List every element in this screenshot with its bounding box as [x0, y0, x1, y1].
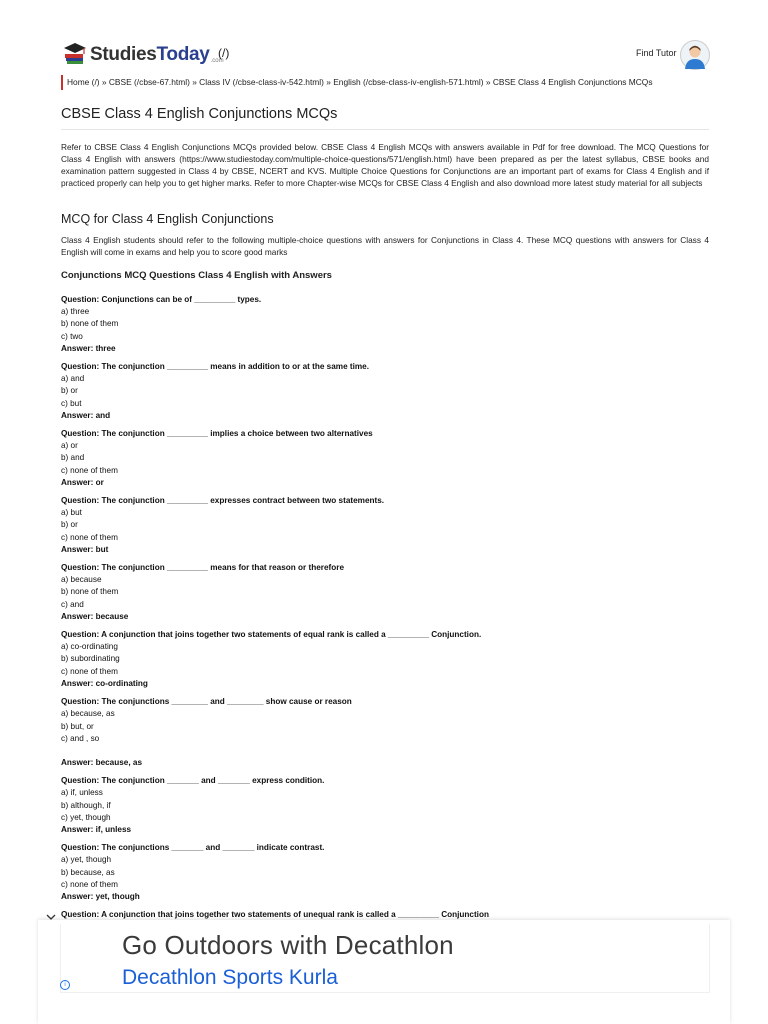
ad-title[interactable]: Go Outdoors with Decathlon — [122, 930, 454, 960]
option-b: b) although, if — [61, 800, 111, 810]
question-item — [61, 495, 709, 556]
question-text: Question: The conjunction _______ and _______ express condition. — [61, 776, 325, 786]
mcq-sub-heading: Conjunctions MCQ Questions Class 4 English with Answers — [61, 270, 332, 281]
option-c: c) none of them — [61, 465, 118, 475]
logo-text-main: Studies — [90, 44, 157, 65]
logo-com: .com — [210, 58, 224, 64]
option-b: b) because, as — [61, 867, 115, 877]
option-b: b) none of them — [61, 319, 119, 329]
option-c: c) and — [61, 599, 84, 609]
option-a: a) or — [61, 441, 78, 451]
question-item — [61, 775, 709, 836]
option-c: c) none of them — [61, 879, 118, 889]
user-avatar-icon[interactable] — [680, 40, 710, 70]
question-text: Question: A conjunction that joins together two statements of equal rank is called a _________ Conjunction. — [61, 630, 482, 640]
question-item — [61, 842, 709, 903]
option-c: c) two — [61, 331, 83, 341]
option-b: b) or — [61, 386, 78, 396]
logo-link-text[interactable]: (/) — [218, 46, 230, 60]
option-a: a) because, as — [61, 709, 115, 719]
answer-text: Answer: yet, though — [61, 891, 140, 901]
intro-paragraph: Refer to CBSE Class 4 English Conjunctions MCQs provided below. CBSE Class 4 English MCQs with answers available in Pdf for free download. The MCQ Questions for Class 4 English with answers (https://www.studiestoday.com/multiple-choice-questions/571/english.html) have been prepared as per the latest syllabus, CBSE books and examination pattern suggested in Class 4 by CBSE, NCERT and KVS. Multiple Choice Questions for Conjunctions are an important part of exams for Class 4 English and if practiced properly can help you to get higher marks. Refer to more Chapter-wise MCQs for CBSE Class 4 English and also download more latest study material for all subjects — [61, 142, 709, 188]
option-b: b) and — [61, 453, 85, 463]
option-b: b) none of them — [61, 587, 119, 597]
section-intro-paragraph: Class 4 English students should refer to the following multiple-choice questions with answers for Conjunctions in Class 4. These MCQ questions with answers for Class 4 English will come in exams and help you to score good marks — [61, 235, 709, 257]
option-b: b) or — [61, 520, 78, 530]
question-text: Question: The conjunction _________ means for that reason or therefore — [61, 563, 344, 573]
question-text: Question: The conjunction _________ expresses contract between two statements. — [61, 496, 385, 506]
logo-text-accent: Today — [156, 44, 210, 65]
option-a: a) because — [61, 575, 102, 585]
answer-text: Answer: because — [61, 611, 129, 621]
option-c: c) but — [61, 398, 82, 408]
answer-text: Answer: co-ordinating — [61, 678, 148, 688]
breadcrumb[interactable]: Home (/) » CBSE (/cbse-67.html) » Class IV (/cbse-class-iv-542.html) » English (/cbse-class-iv-english-571.html) » CBSE Class 4 English Conjunctions MCQs — [61, 75, 653, 90]
option-c: c) none of them — [61, 532, 118, 542]
question-item — [61, 696, 709, 769]
option-c: c) none of them — [61, 666, 118, 676]
ad-info-icon[interactable]: i — [60, 980, 70, 990]
question-item — [61, 428, 709, 489]
option-a: a) three — [61, 307, 90, 317]
answer-text: Answer: because, as — [61, 757, 143, 767]
answer-text: Answer: and — [61, 410, 111, 420]
question-item — [61, 361, 709, 422]
option-c: c) yet, though — [61, 812, 111, 822]
graduation-cap-books-icon — [62, 40, 88, 66]
option-a: a) if, unless — [61, 788, 103, 798]
ad-subtitle-link[interactable]: Decathlon Sports Kurla — [122, 966, 338, 989]
question-text: Question: Conjunctions can be of _________ types. — [61, 295, 262, 304]
page-title: CBSE Class 4 English Conjunctions MCQs — [61, 106, 338, 122]
answer-text: Answer: if, unless — [61, 824, 132, 834]
ad-banner[interactable] — [38, 920, 730, 1024]
question-item — [61, 629, 709, 690]
title-divider — [61, 129, 709, 130]
question-text: Question: The conjunction _________ means in addition to or at the same time. — [61, 362, 370, 372]
site-header — [0, 0, 768, 75]
option-a: a) yet, though — [61, 855, 112, 865]
find-tutor-link[interactable]: Find Tutor — [636, 48, 677, 58]
question-list — [61, 294, 709, 920]
option-a: a) and — [61, 374, 85, 384]
section-heading: MCQ for Class 4 English Conjunctions — [61, 212, 274, 226]
question-item — [61, 294, 709, 355]
answer-text: Answer: three — [61, 343, 116, 353]
option-b: b) but, or — [61, 721, 94, 731]
answer-text: Answer: but — [61, 544, 109, 554]
chevron-down-icon[interactable] — [46, 908, 56, 916]
question-text: Question: The conjunctions ________ and ________ show cause or reason — [61, 697, 352, 707]
blank-line — [61, 745, 709, 757]
question-text: Question: The conjunctions _______ and _______ indicate contrast. — [61, 843, 325, 853]
answer-text: Answer: or — [61, 477, 104, 487]
option-c: c) and , so — [61, 733, 100, 743]
option-b: b) subordinating — [61, 654, 120, 664]
option-a: a) but — [61, 508, 82, 518]
option-a: a) co-ordinating — [61, 642, 118, 652]
question-text: Question: A conjunction that joins together two statements of unequal rank is called a _________ Conjunction — [61, 910, 489, 920]
question-text: Question: The conjunction _________ implies a choice between two alternatives — [61, 429, 373, 439]
site-logo[interactable] — [62, 40, 224, 66]
question-item — [61, 562, 709, 623]
